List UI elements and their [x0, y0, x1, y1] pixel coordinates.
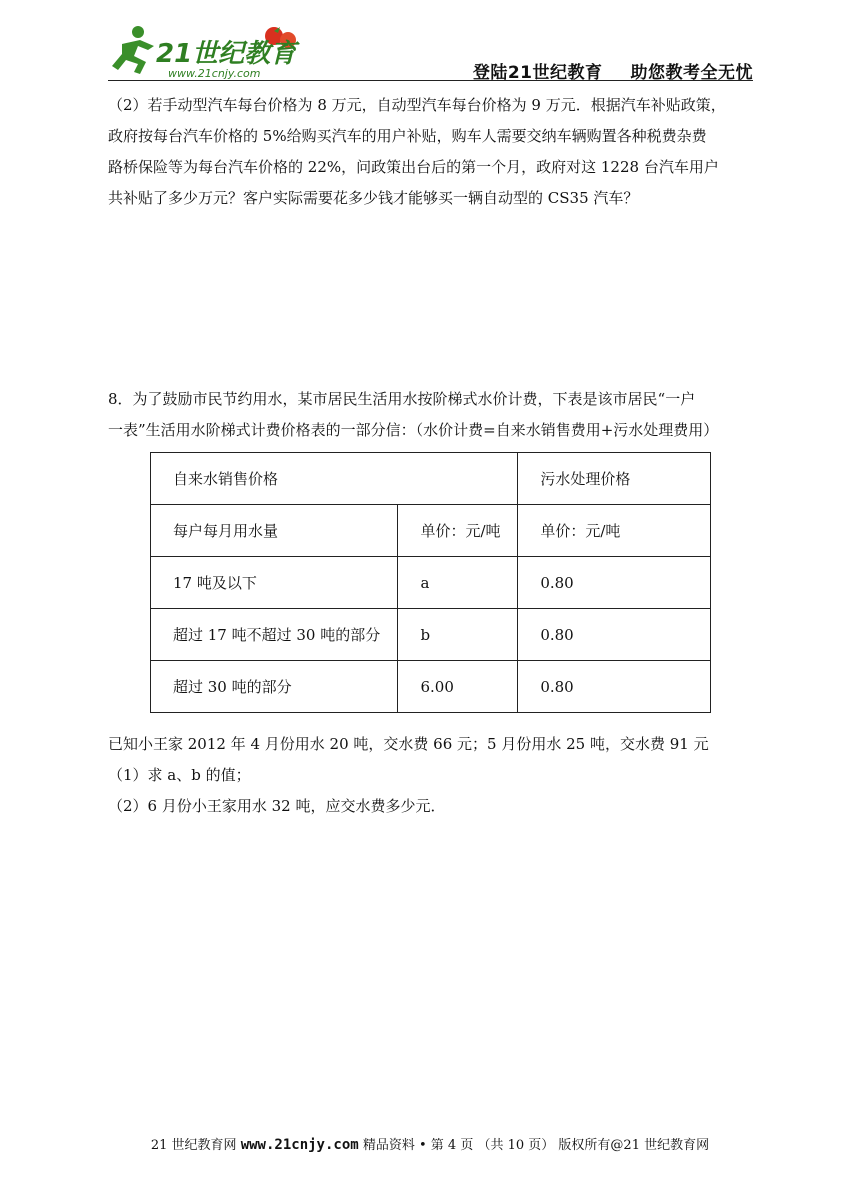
text-line: 路桥保险等为每台汽车价格的 22%，问政策出台后的第一个月，政府对这 1228 台汽车用户	[108, 158, 719, 176]
footer-left: 21 世纪教育网	[150, 1138, 237, 1153]
site-logo[interactable]	[108, 22, 308, 80]
text-line: 共补贴了多少万元？客户实际需要花多少钱才能够买一辆自动型的 CS35 汽车？	[108, 189, 639, 207]
slogan-left: 登陆21世纪教育	[472, 63, 603, 83]
table-subheader-cell: 单价：元/吨	[398, 505, 518, 557]
logo-graphic	[108, 22, 308, 80]
text-line: （2）若手动型汽车每台价格为 8 万元，自动型汽车每台价格为 9 万元．根据汽车补贴政策，	[108, 96, 726, 114]
table-cell: 6.00	[398, 661, 518, 713]
question-7-part-2	[108, 90, 758, 214]
text-line: 政府按每台汽车价格的 5%给购买汽车的用户补贴，购车人需要交纳车辆购置各种税费杂费	[108, 127, 707, 145]
footer-copyright: 版权所有@21 世纪教育网	[558, 1138, 710, 1153]
water-price-table	[150, 452, 711, 713]
table-cell: 0.80	[518, 661, 711, 713]
table-row	[151, 505, 711, 557]
table-row	[151, 557, 711, 609]
table-cell: a	[398, 557, 518, 609]
page-footer	[0, 1134, 860, 1153]
table-cell: 超过 17 吨不超过 30 吨的部分	[151, 609, 398, 661]
slogan-right: 助您教考全无忧	[630, 63, 753, 83]
logo-text: 21世纪教育	[156, 39, 297, 69]
table-row	[151, 609, 711, 661]
footer-page-info: 精品资料 • 第 4 页 （共 10 页）	[362, 1138, 555, 1153]
text-line: 一表”生活用水阶梯式计费价格表的一部分信：（水价计费=自来水销售费用+污水处理费用）	[108, 421, 719, 439]
question-8-intro	[108, 384, 758, 446]
table-cell: 0.80	[518, 557, 711, 609]
table-row	[151, 453, 711, 505]
table-cell: 超过 30 吨的部分	[151, 661, 398, 713]
logo-url: www.21cnjy.com	[168, 67, 261, 80]
table-cell: b	[398, 609, 518, 661]
footer-site-link[interactable]: www.21cnjy.com	[240, 1137, 359, 1153]
table-subheader-cell: 单价：元/吨	[518, 505, 711, 557]
question-8-body	[108, 729, 758, 822]
text-line: 8．为了鼓励市民节约用水，某市居民生活用水按阶梯式水价计费，下表是该市居民“一户	[108, 390, 696, 408]
sub-question-2: （2）6 月份小王家用水 32 吨，应交水费多少元．	[108, 797, 446, 815]
table-row	[151, 661, 711, 713]
table-header-cell: 自来水销售价格	[151, 453, 518, 505]
known-conditions: 已知小王家 2012 年 4 月份用水 20 吨，交水费 66 元；5 月份用水 25 吨，交水费 91 元	[108, 735, 709, 753]
page-header	[108, 22, 753, 82]
header-divider	[108, 80, 753, 81]
sub-question-1: （1）求 a、b 的值；	[108, 766, 251, 784]
table-cell: 17 吨及以下	[151, 557, 398, 609]
table-subheader-cell: 每户每月用水量	[151, 505, 398, 557]
table-cell: 0.80	[518, 609, 711, 661]
table-header-cell: 污水处理价格	[518, 453, 711, 505]
